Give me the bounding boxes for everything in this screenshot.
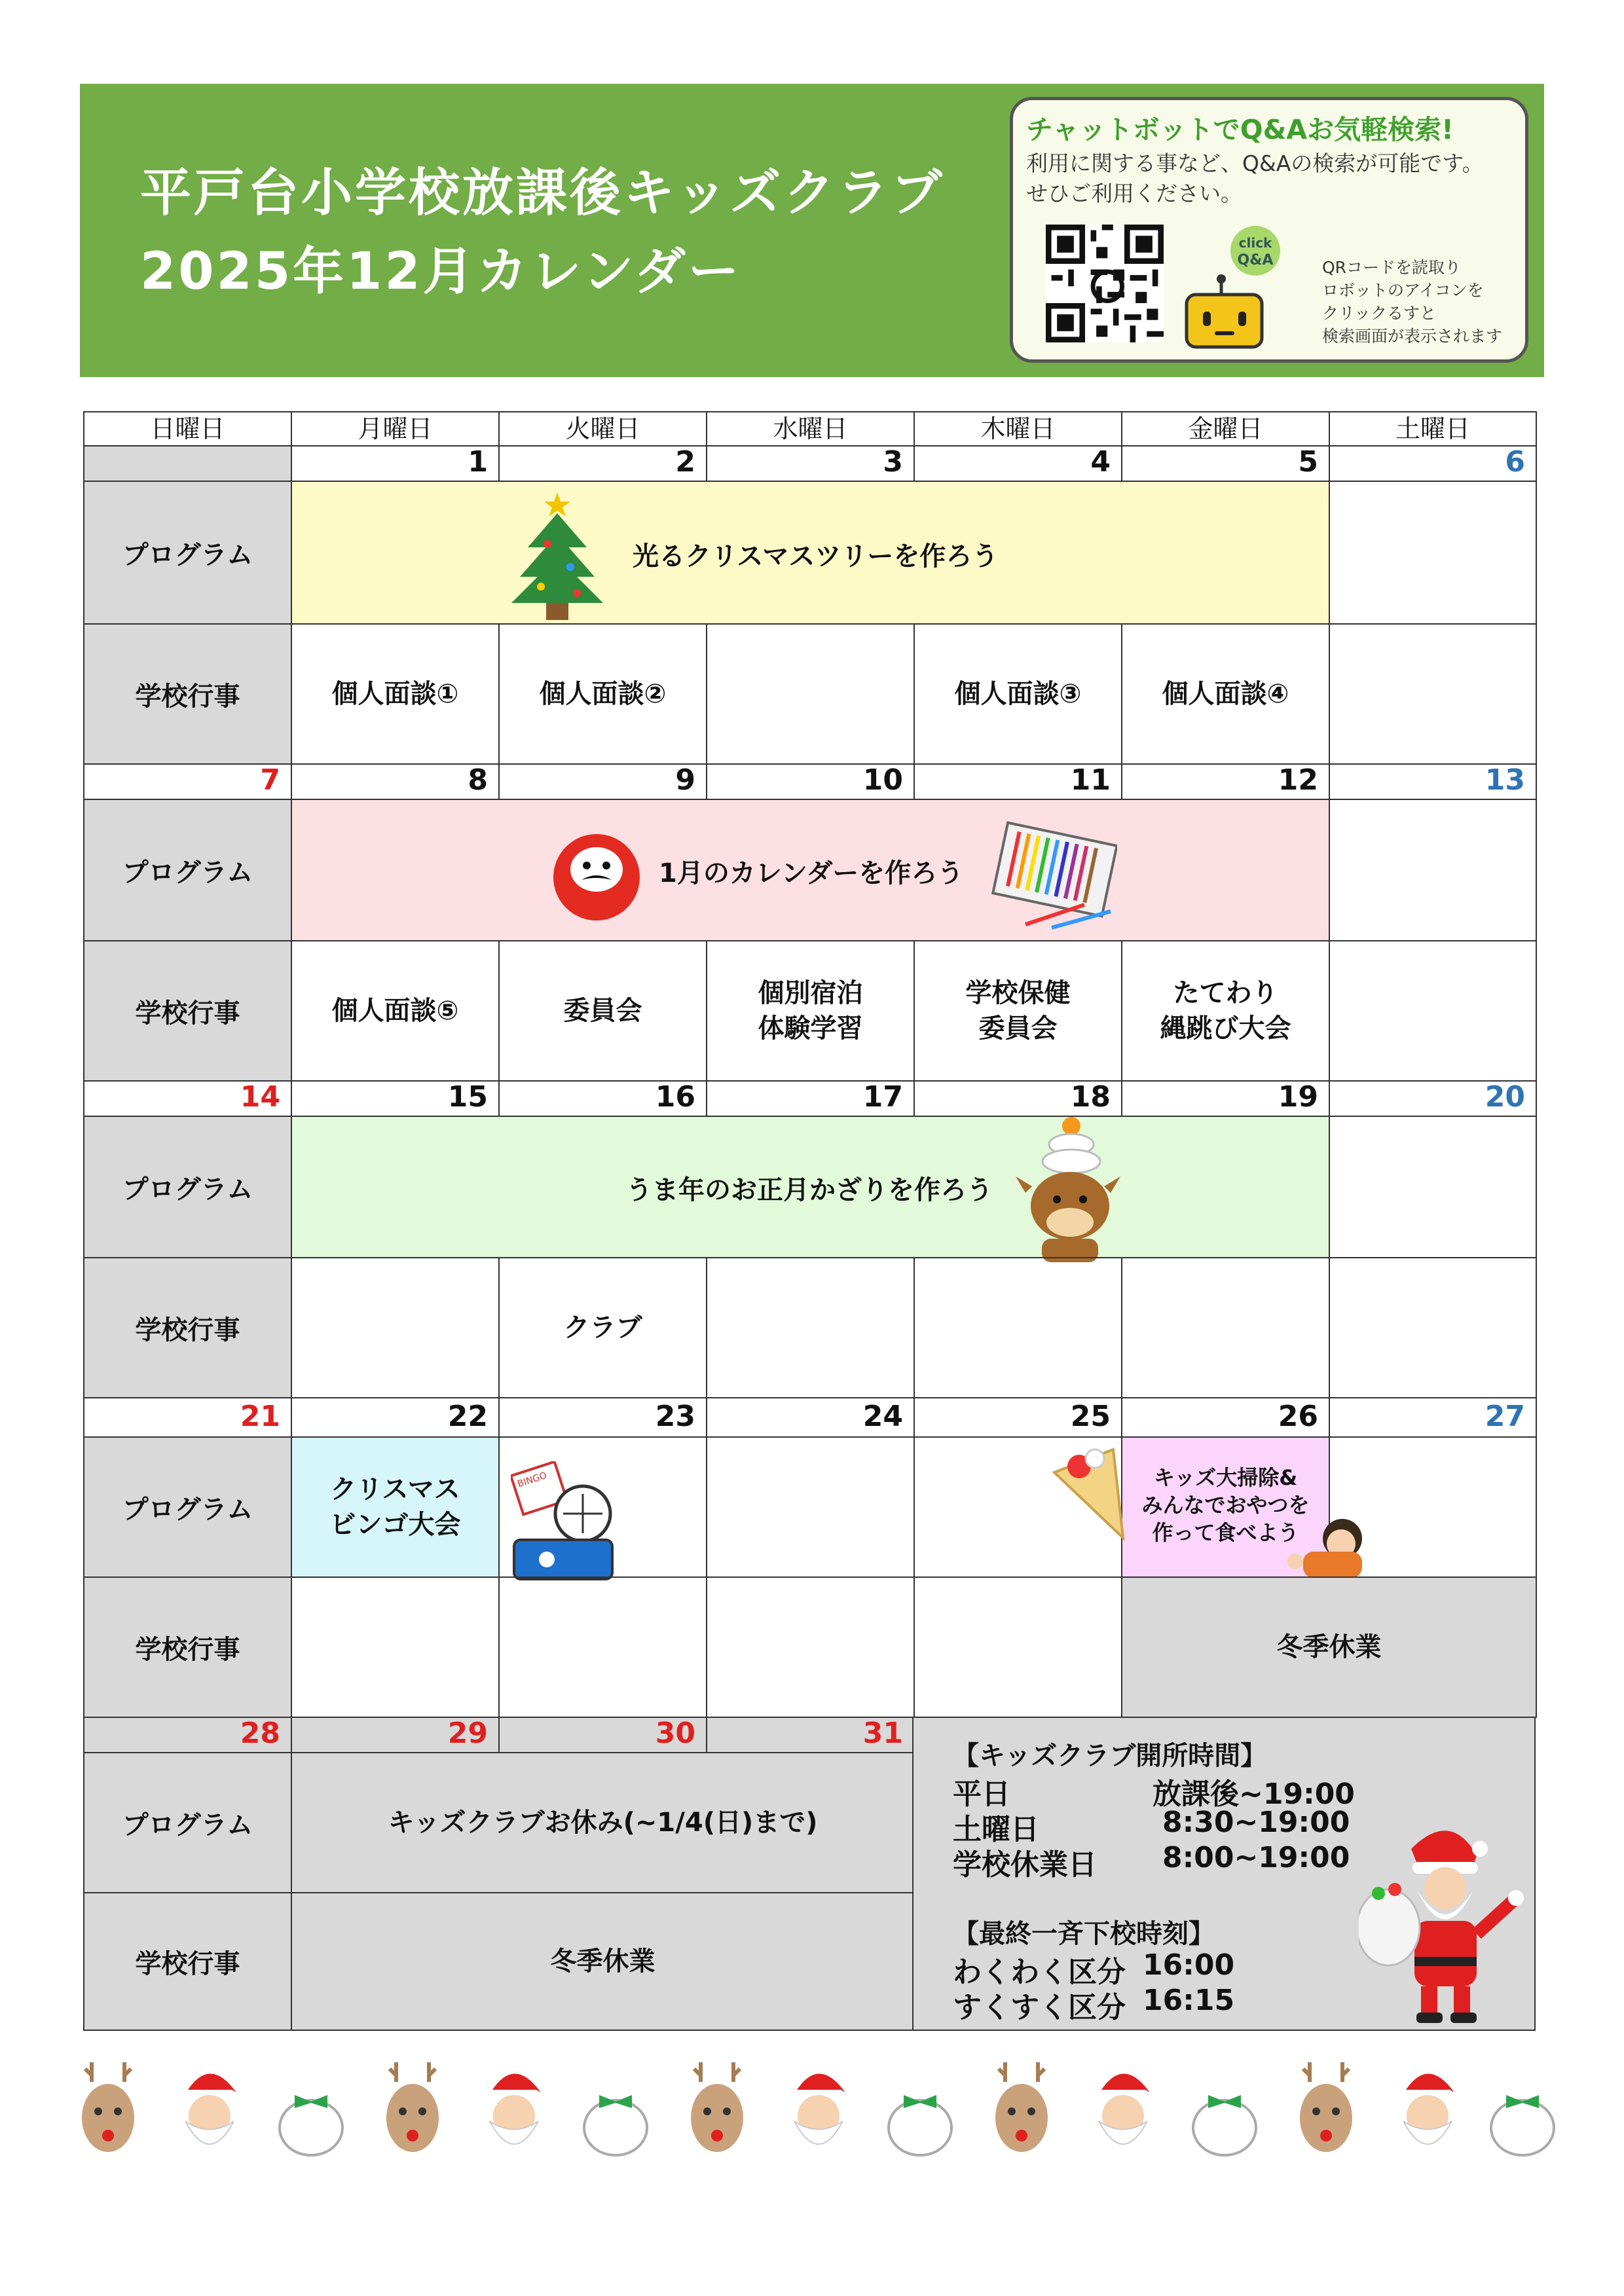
date-28: 28: [83, 1717, 292, 1753]
qa-description: [1026, 149, 1517, 209]
program-cell-empty: [1329, 481, 1537, 625]
date-30: 30: [498, 1717, 707, 1753]
wakuwaku-label: わくわく区分: [953, 1956, 1126, 1989]
page-subtitle: 2025年12月カレンダー: [140, 242, 742, 301]
reindeer-icon: [72, 2056, 144, 2160]
horse-kagami-mochi-icon: [1012, 1114, 1124, 1265]
date-24: 24: [706, 1397, 915, 1438]
program-week2: [291, 799, 1330, 941]
date-1: 1: [291, 445, 500, 482]
svg-text:BINGO: BINGO: [516, 1470, 549, 1490]
opening-hours-box: [912, 1717, 1536, 2031]
date-22: 22: [291, 1397, 500, 1438]
qa-note-line2: ロボットのアイコンを: [1322, 281, 1484, 300]
school-event-16: クラブ: [498, 1257, 707, 1398]
row-label-school: 学校行事: [83, 623, 292, 765]
page-title: 平戸台小学校放課後キッズクラブ: [140, 164, 945, 223]
daruma-icon: [547, 825, 646, 923]
school-event-23: [498, 1576, 707, 1718]
date-20: 20: [1329, 1080, 1537, 1117]
colored-pencils-icon: [986, 820, 1117, 931]
header-banner: [80, 84, 1544, 377]
date-25: 25: [913, 1397, 1122, 1438]
qa-desc-line1: 利用に関する事など、Q&Aの検索が可能です。: [1026, 151, 1484, 176]
school-event-18: [913, 1257, 1122, 1398]
svg-text:Q&A: Q&A: [1237, 252, 1274, 268]
school-event-11: 学校保健 委員会: [913, 940, 1122, 1082]
row-label-school: 学校行事: [83, 1257, 292, 1398]
santa-face-icon: [783, 2056, 855, 2160]
weekday-tue: 火曜日: [498, 411, 707, 446]
date-10: 10: [706, 763, 915, 800]
row-label-school: 学校行事: [83, 1576, 292, 1718]
date-21: 21: [83, 1397, 292, 1438]
saturday-label: 土曜日: [953, 1813, 1039, 1846]
program-kids-cleanup: キッズ大掃除& みんなでおやつを 作って食べよう: [1121, 1436, 1330, 1578]
school-event-20: [1329, 1257, 1537, 1398]
row-label-program: プログラム: [83, 1436, 292, 1578]
row-label-school: 学校行事: [83, 940, 292, 1082]
date-23: 23: [498, 1397, 707, 1438]
school-event-4: 個人面談③: [913, 623, 1122, 765]
program-cell-empty: [1329, 799, 1537, 941]
date-6: 6: [1329, 445, 1537, 482]
program-week3: [291, 1116, 1330, 1258]
program-week1: [291, 481, 1330, 625]
school-event-25: [913, 1576, 1122, 1718]
weekday-fri: 金曜日: [1121, 411, 1330, 446]
row-label-program: プログラム: [83, 481, 292, 625]
wakuwaku-value: 16:00: [1143, 1948, 1235, 1982]
qa-note-line3: クリックるすと: [1322, 304, 1437, 323]
program-kidsclub-closed: キッズクラブお休み(~1/4(日)まで): [291, 1752, 915, 1893]
weekday-mon: 月曜日: [291, 411, 500, 446]
date-4: 4: [913, 445, 1122, 482]
santa-face-icon: [174, 2056, 246, 2160]
holiday-value: 8:00~19:00: [1162, 1841, 1350, 1874]
reindeer-icon: [681, 2056, 753, 2160]
qr-code-icon[interactable]: [1046, 225, 1164, 342]
qa-note-line1: QRコードを読取り: [1322, 258, 1462, 277]
weekday-wed: 水曜日: [706, 411, 915, 446]
program-cell-24: [706, 1436, 915, 1578]
sukusuku-label: すくすく区分: [953, 1991, 1126, 2024]
sukusuku-value: 16:15: [1143, 1984, 1235, 2017]
date-27: 27: [1329, 1397, 1537, 1438]
gift-bag-icon: [1189, 2056, 1261, 2160]
robot-icon[interactable]: [1177, 221, 1308, 352]
gift-bag-icon: [884, 2056, 956, 2160]
date-2: 2: [498, 445, 707, 482]
date-9: 9: [498, 763, 707, 800]
school-event-10: 個別宿泊 体験学習: [706, 940, 915, 1082]
reindeer-icon: [986, 2056, 1058, 2160]
chatbot-qa-box: [1010, 97, 1528, 363]
school-event-15: [291, 1257, 500, 1398]
reindeer-icon: [1290, 2056, 1362, 2160]
date-cell-empty: [83, 445, 292, 482]
weekday-value: 放課後~19:00: [1153, 1777, 1355, 1811]
school-event-17: [706, 1257, 915, 1398]
reindeer-icon: [377, 2056, 449, 2160]
school-event-8: 個人面談⑤: [291, 940, 500, 1082]
date-3: 3: [706, 445, 915, 482]
qa-desc-line2: せひご利用ください。: [1026, 181, 1242, 206]
gift-bag-icon: [580, 2056, 652, 2160]
row-label-school: 学校行事: [83, 1892, 292, 2031]
qa-note-line4: 検索画面が表示されます: [1322, 327, 1503, 346]
dismissal-title: 【最終一斉下校時刻】: [953, 1919, 1215, 1949]
school-event-24: [706, 1576, 915, 1718]
weekday-thu: 木曜日: [913, 411, 1122, 446]
row-label-program: プログラム: [83, 1752, 292, 1893]
date-12: 12: [1121, 763, 1330, 800]
hours-title: 【キッズクラブ開所時間】: [953, 1741, 1267, 1771]
qa-title: チャットボットでQ&Aお気軽検索!: [1026, 114, 1454, 145]
date-17: 17: [706, 1080, 915, 1117]
school-event-5: 個人面談④: [1121, 623, 1330, 765]
date-5: 5: [1121, 445, 1330, 482]
svg-text:click: click: [1238, 235, 1272, 251]
weekday-label: 平日: [953, 1777, 1010, 1811]
program-christmas-bingo: クリスマス ビンゴ大会: [291, 1436, 500, 1578]
weekday-sat: 土曜日: [1329, 411, 1537, 446]
school-winter-break: 冬季休業: [1121, 1576, 1537, 1718]
weekday-sun: 日曜日: [83, 411, 292, 446]
date-19: 19: [1121, 1080, 1330, 1117]
gift-bag-icon: [275, 2056, 347, 2160]
santa-face-icon: [1087, 2056, 1159, 2160]
school-winter-break-2: 冬季休業: [291, 1892, 915, 2031]
date-7: 7: [83, 763, 292, 800]
date-14: 14: [83, 1080, 292, 1117]
row-label-program: プログラム: [83, 1116, 292, 1258]
date-16: 16: [498, 1080, 707, 1117]
school-event-12: たてわり 縄跳び大会: [1121, 940, 1330, 1082]
school-event-3: [706, 623, 915, 765]
qa-note: [1322, 256, 1525, 348]
row-label-program: プログラム: [83, 799, 292, 941]
date-11: 11: [913, 763, 1122, 800]
school-event-19: [1121, 1257, 1330, 1398]
holiday-label: 学校休業日: [953, 1848, 1097, 1882]
program-week2-text: 1月のカレンダーを作ろう: [659, 858, 964, 888]
date-15: 15: [291, 1080, 500, 1117]
date-31: 31: [706, 1717, 915, 1753]
date-8: 8: [291, 763, 500, 800]
santa-claus-icon: [1359, 1816, 1529, 2026]
date-13: 13: [1329, 763, 1537, 800]
school-event-13: [1329, 940, 1537, 1082]
school-event-22: [291, 1576, 500, 1718]
program-cell-empty: [1329, 1116, 1537, 1258]
program-week1-text: 光るクリスマスツリーを作ろう: [633, 541, 999, 572]
program-week3-text: うま年のお正月かざりを作ろう: [626, 1175, 993, 1205]
date-29: 29: [291, 1717, 500, 1753]
santa-face-icon: [1392, 2056, 1464, 2160]
date-26: 26: [1121, 1397, 1330, 1438]
crepe-icon: [1048, 1443, 1133, 1541]
christmas-tree-icon: [508, 488, 606, 623]
date-18: 18: [913, 1080, 1122, 1117]
bingo-machine-icon: [511, 1461, 622, 1586]
school-event-6: [1329, 623, 1537, 765]
saturday-value: 8:30~19:00: [1162, 1806, 1350, 1839]
gift-bag-icon: [1486, 2056, 1559, 2160]
school-event-9: 委員会: [498, 940, 707, 1082]
santa-face-icon: [478, 2056, 550, 2160]
school-event-2: 個人面談②: [498, 623, 707, 765]
school-event-1: 個人面談①: [291, 623, 500, 765]
